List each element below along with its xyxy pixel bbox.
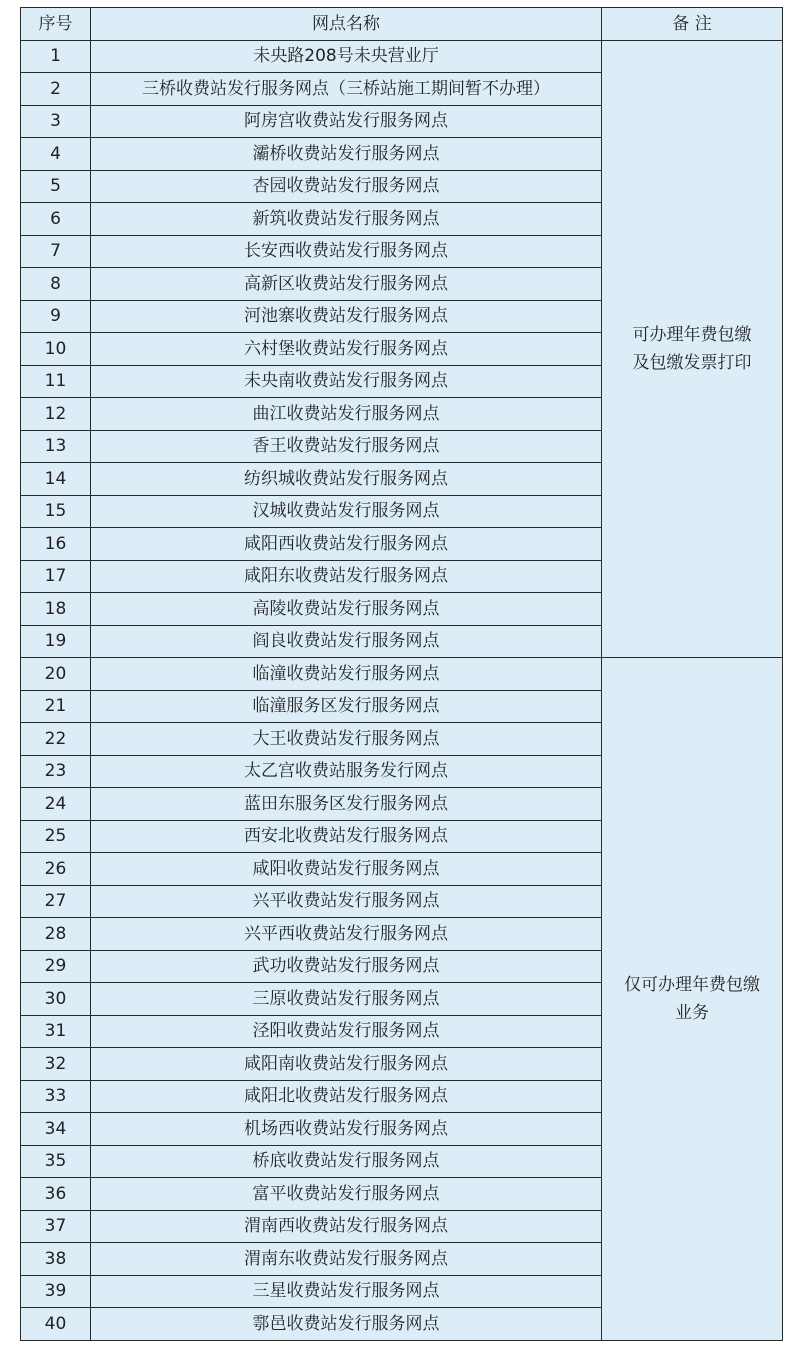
row-index-cell: 7 xyxy=(21,235,91,268)
outlet-name-cell: 咸阳北收费站发行服务网点 xyxy=(91,1080,602,1113)
row-index-cell: 26 xyxy=(21,853,91,886)
row-index-cell: 23 xyxy=(21,755,91,788)
row-index-cell: 35 xyxy=(21,1145,91,1178)
outlet-name-cell: 三原收费站发行服务网点 xyxy=(91,983,602,1016)
outlet-name-cell: 武功收费站发行服务网点 xyxy=(91,950,602,983)
row-index-cell: 16 xyxy=(21,528,91,561)
outlet-name-cell: 富平收费站发行服务网点 xyxy=(91,1178,602,1211)
outlet-name-cell: 三星收费站发行服务网点 xyxy=(91,1275,602,1308)
outlet-name-cell: 长安西收费站发行服务网点 xyxy=(91,235,602,268)
outlet-name-cell: 未央南收费站发行服务网点 xyxy=(91,365,602,398)
outlet-name-cell: 泾阳收费站发行服务网点 xyxy=(91,1015,602,1048)
table-row xyxy=(21,40,783,73)
row-index-cell: 18 xyxy=(21,593,91,626)
header-index: 序号 xyxy=(21,8,91,41)
service-outlet-table-container xyxy=(20,7,782,1341)
row-index-cell: 33 xyxy=(21,1080,91,1113)
note-text-line: 仅可办理年费包缴 xyxy=(624,974,760,995)
row-index-cell: 12 xyxy=(21,398,91,431)
row-index-cell: 28 xyxy=(21,918,91,951)
outlet-name-cell: 河池寨收费站发行服务网点 xyxy=(91,300,602,333)
outlet-name-cell: 兴平收费站发行服务网点 xyxy=(91,885,602,918)
outlet-name-cell: 新筑收费站发行服务网点 xyxy=(91,203,602,236)
outlet-name-cell: 大王收费站发行服务网点 xyxy=(91,723,602,756)
row-index-cell: 6 xyxy=(21,203,91,236)
outlet-name-cell: 阿房宫收费站发行服务网点 xyxy=(91,105,602,138)
row-index-cell: 4 xyxy=(21,138,91,171)
row-index-cell: 17 xyxy=(21,560,91,593)
group-note-cell xyxy=(602,40,783,658)
row-index-cell: 5 xyxy=(21,170,91,203)
outlet-name-cell: 渭南西收费站发行服务网点 xyxy=(91,1210,602,1243)
note-text-line: 及包缴发票打印 xyxy=(632,352,752,373)
row-index-cell: 40 xyxy=(21,1308,91,1341)
outlet-name-cell: 高新区收费站发行服务网点 xyxy=(91,268,602,301)
group-note-cell xyxy=(602,658,783,1341)
outlet-name-cell: 咸阳西收费站发行服务网点 xyxy=(91,528,602,561)
outlet-name-cell: 鄠邑收费站发行服务网点 xyxy=(91,1308,602,1341)
row-index-cell: 37 xyxy=(21,1210,91,1243)
outlet-name-cell: 三桥收费站发行服务网点（三桥站施工期间暂不办理） xyxy=(91,73,602,106)
row-index-cell: 3 xyxy=(21,105,91,138)
outlet-name-cell: 机场西收费站发行服务网点 xyxy=(91,1113,602,1146)
outlet-name-cell: 兴平西收费站发行服务网点 xyxy=(91,918,602,951)
outlet-name-cell: 杏园收费站发行服务网点 xyxy=(91,170,602,203)
outlet-name-cell: 高陵收费站发行服务网点 xyxy=(91,593,602,626)
outlet-name-cell: 咸阳东收费站发行服务网点 xyxy=(91,560,602,593)
note-text-line: 可办理年费包缴 xyxy=(632,324,752,345)
table-header-row xyxy=(21,8,783,41)
outlet-name-cell: 未央路208号未央营业厅 xyxy=(91,40,602,73)
row-index-cell: 8 xyxy=(21,268,91,301)
service-outlet-table xyxy=(20,7,783,1341)
row-index-cell: 9 xyxy=(21,300,91,333)
outlet-name-cell: 六村堡收费站发行服务网点 xyxy=(91,333,602,366)
row-index-cell: 11 xyxy=(21,365,91,398)
outlet-name-cell: 阎良收费站发行服务网点 xyxy=(91,625,602,658)
outlet-name-cell: 临潼收费站发行服务网点 xyxy=(91,658,602,691)
row-index-cell: 38 xyxy=(21,1243,91,1276)
table-body xyxy=(21,40,783,1340)
row-index-cell: 24 xyxy=(21,788,91,821)
row-index-cell: 19 xyxy=(21,625,91,658)
row-index-cell: 27 xyxy=(21,885,91,918)
row-index-cell: 1 xyxy=(21,40,91,73)
outlet-name-cell: 桥底收费站发行服务网点 xyxy=(91,1145,602,1178)
table-row xyxy=(21,658,783,691)
outlet-name-cell: 咸阳南收费站发行服务网点 xyxy=(91,1048,602,1081)
row-index-cell: 21 xyxy=(21,690,91,723)
outlet-name-cell: 渭南东收费站发行服务网点 xyxy=(91,1243,602,1276)
row-index-cell: 36 xyxy=(21,1178,91,1211)
outlet-name-cell: 灞桥收费站发行服务网点 xyxy=(91,138,602,171)
row-index-cell: 20 xyxy=(21,658,91,691)
row-index-cell: 13 xyxy=(21,430,91,463)
outlet-name-cell: 香王收费站发行服务网点 xyxy=(91,430,602,463)
row-index-cell: 10 xyxy=(21,333,91,366)
outlet-name-cell: 汉城收费站发行服务网点 xyxy=(91,495,602,528)
row-index-cell: 14 xyxy=(21,463,91,496)
header-outlet-name: 网点名称 xyxy=(91,8,602,41)
row-index-cell: 39 xyxy=(21,1275,91,1308)
row-index-cell: 2 xyxy=(21,73,91,106)
row-index-cell: 25 xyxy=(21,820,91,853)
row-index-cell: 30 xyxy=(21,983,91,1016)
note-text-line: 业务 xyxy=(675,1002,709,1023)
outlet-name-cell: 太乙宫收费站服务发行网点 xyxy=(91,755,602,788)
row-index-cell: 15 xyxy=(21,495,91,528)
outlet-name-cell: 蓝田东服务区发行服务网点 xyxy=(91,788,602,821)
outlet-name-cell: 咸阳收费站发行服务网点 xyxy=(91,853,602,886)
row-index-cell: 32 xyxy=(21,1048,91,1081)
row-index-cell: 29 xyxy=(21,950,91,983)
outlet-name-cell: 西安北收费站发行服务网点 xyxy=(91,820,602,853)
header-note: 备 注 xyxy=(602,8,783,41)
row-index-cell: 22 xyxy=(21,723,91,756)
outlet-name-cell: 曲江收费站发行服务网点 xyxy=(91,398,602,431)
row-index-cell: 34 xyxy=(21,1113,91,1146)
outlet-name-cell: 临潼服务区发行服务网点 xyxy=(91,690,602,723)
outlet-name-cell: 纺织城收费站发行服务网点 xyxy=(91,463,602,496)
row-index-cell: 31 xyxy=(21,1015,91,1048)
